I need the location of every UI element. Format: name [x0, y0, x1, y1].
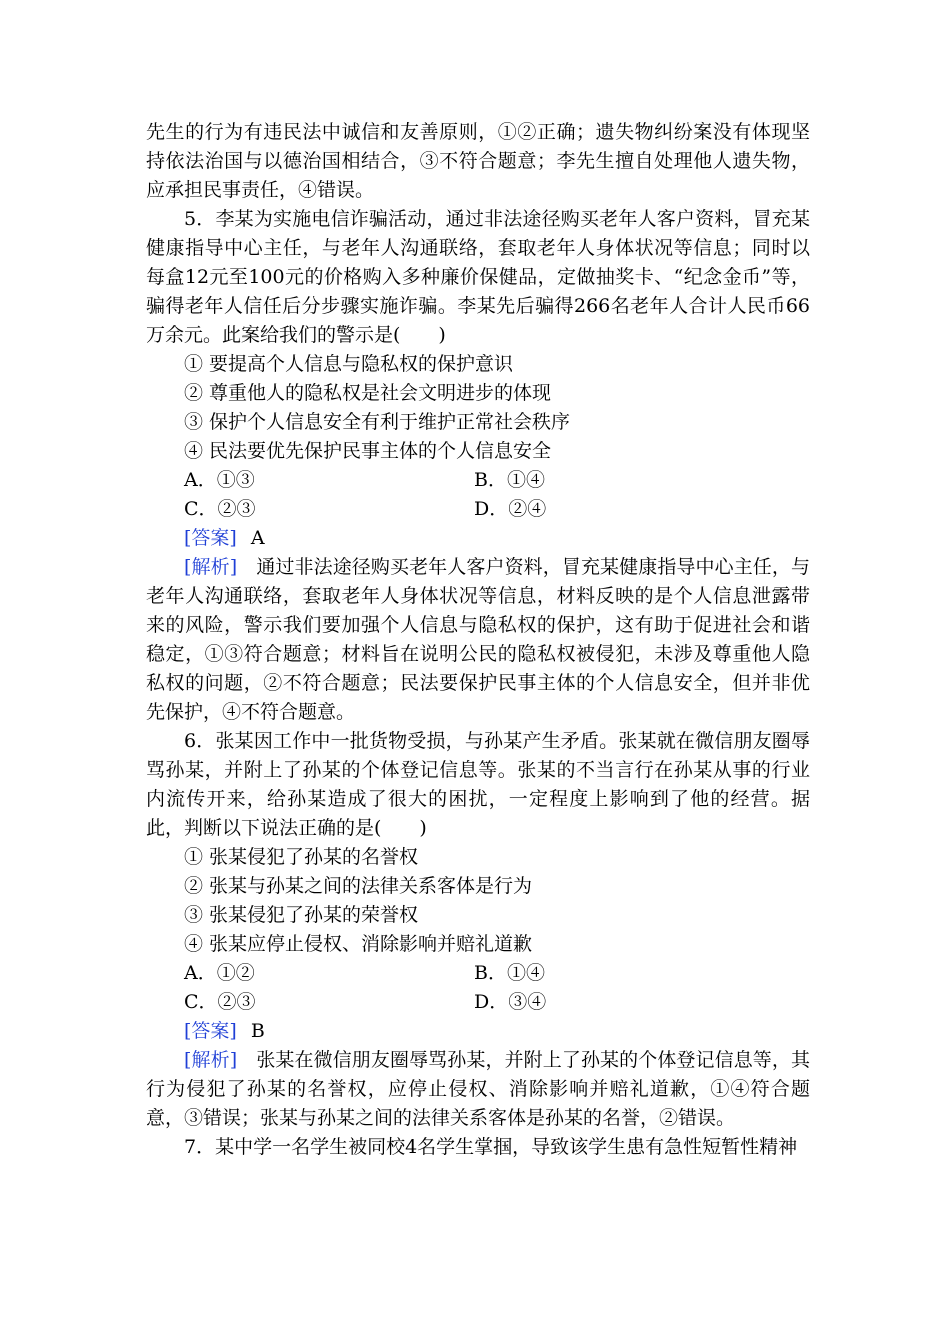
analysis-paragraph: [146, 1046, 810, 1133]
analysis-text: 通过非法途径购买老年人客户资料，冒充某健康指导中心主任，与老年人沟通联络，套取老年人身体状况等信息，材料反映的是个人信息泄露带来的风险，警示我们要加强个人信息与隐私权的保护，这有助于促进社会和谐稳定，①③符合题意；材料旨在说明公民的隐私权被侵犯，未涉及尊重他人隐私权的问题，②不符合题意；民法要保护民事主体的个人信息安全，但并非优先保护，④不符合题意。: [146, 556, 810, 723]
choice-row: [146, 988, 810, 1017]
choice-a: A．①③: [184, 469, 255, 491]
statement-1: ① 要提高个人信息与隐私权的保护意识: [184, 353, 514, 375]
choice-row: [146, 495, 810, 524]
answer-tag: [答案]: [184, 527, 237, 549]
question-5: [146, 205, 810, 727]
choice-b: B．①④: [474, 962, 545, 984]
question-stem: 6．张某因工作中一批货物受损，与孙某产生矛盾。张某就在微信朋友圈辱骂孙某，并附上了孙某的个体登记信息等。张某的不当言行在孙某从事的行业内流传开来，给孙某造成了很大的困扰，一定程度上影响到了他的经营。据此，判断以下说法正确的是( ): [146, 730, 810, 839]
analysis-tag: [解析]: [184, 556, 238, 578]
question-7-stem: 7．某中学一名学生被同校4名学生掌掴，导致该学生患有急性短暂性精神: [184, 1136, 798, 1158]
choice-a: A．①②: [184, 962, 255, 984]
choice-c: C．②③: [184, 498, 256, 520]
answer-value: A: [250, 527, 265, 549]
answer-tag: [答案]: [184, 1020, 237, 1042]
statement-3: ③ 张某侵犯了孙某的荣誉权: [184, 904, 419, 926]
choice-row: [146, 959, 810, 988]
statement-2: ② 尊重他人的隐私权是社会文明进步的体现: [184, 382, 552, 404]
analysis-tag: [解析]: [184, 1049, 238, 1071]
statement-4: ④ 张某应停止侵权、消除影响并赔礼道歉: [184, 933, 533, 955]
statement-4: ④ 民法要优先保护民事主体的个人信息安全: [184, 440, 552, 462]
question-stem: 5．李某为实施电信诈骗活动，通过非法途径购买老年人客户资料，冒充某健康指导中心主任，与老年人沟通联络，套取老年人身体状况等信息；同时以每盒12元至100元的价格购入多种廉价保健品，定做抽奖卡、“纪念金币”等，骗得老年人信任后分步骤实施诈骗。李某先后骗得266名老年人合计人民币66万余元。此案给我们的警示是( ): [146, 208, 810, 346]
question-6: [146, 727, 810, 1133]
statement-2: ② 张某与孙某之间的法律关系客体是行为: [184, 875, 533, 897]
analysis-paragraph: [146, 553, 810, 727]
answer-value: B: [250, 1020, 265, 1042]
answer-line: [146, 1017, 810, 1046]
answer-line: [146, 524, 810, 553]
choice-c: C．②③: [184, 991, 256, 1013]
choice-b: B．①④: [474, 469, 545, 491]
intro-paragraph: 先生的行为有违民法中诚信和友善原则，①②正确；遗失物纠纷案没有体现坚持依法治国与以德治国相结合，③不符合题意；李先生擅自处理他人遗失物，应承担民事责任，④错误。: [146, 121, 810, 201]
statement-1: ① 张某侵犯了孙某的名誉权: [184, 846, 419, 868]
statement-3: ③ 保护个人信息安全有利于维护正常社会秩序: [184, 411, 571, 433]
choice-row: [146, 466, 810, 495]
choice-d: D．③④: [474, 991, 547, 1013]
choice-d: D．②④: [474, 498, 547, 520]
analysis-text: 张某在微信朋友圈辱骂孙某，并附上了孙某的个体登记信息等，其行为侵犯了孙某的名誉权，应停止侵权、消除影响并赔礼道歉，①④符合题意，③错误；张某与孙某之间的法律关系客体是孙某的名誉，②错误。: [146, 1049, 810, 1129]
document-page: [146, 118, 810, 1162]
